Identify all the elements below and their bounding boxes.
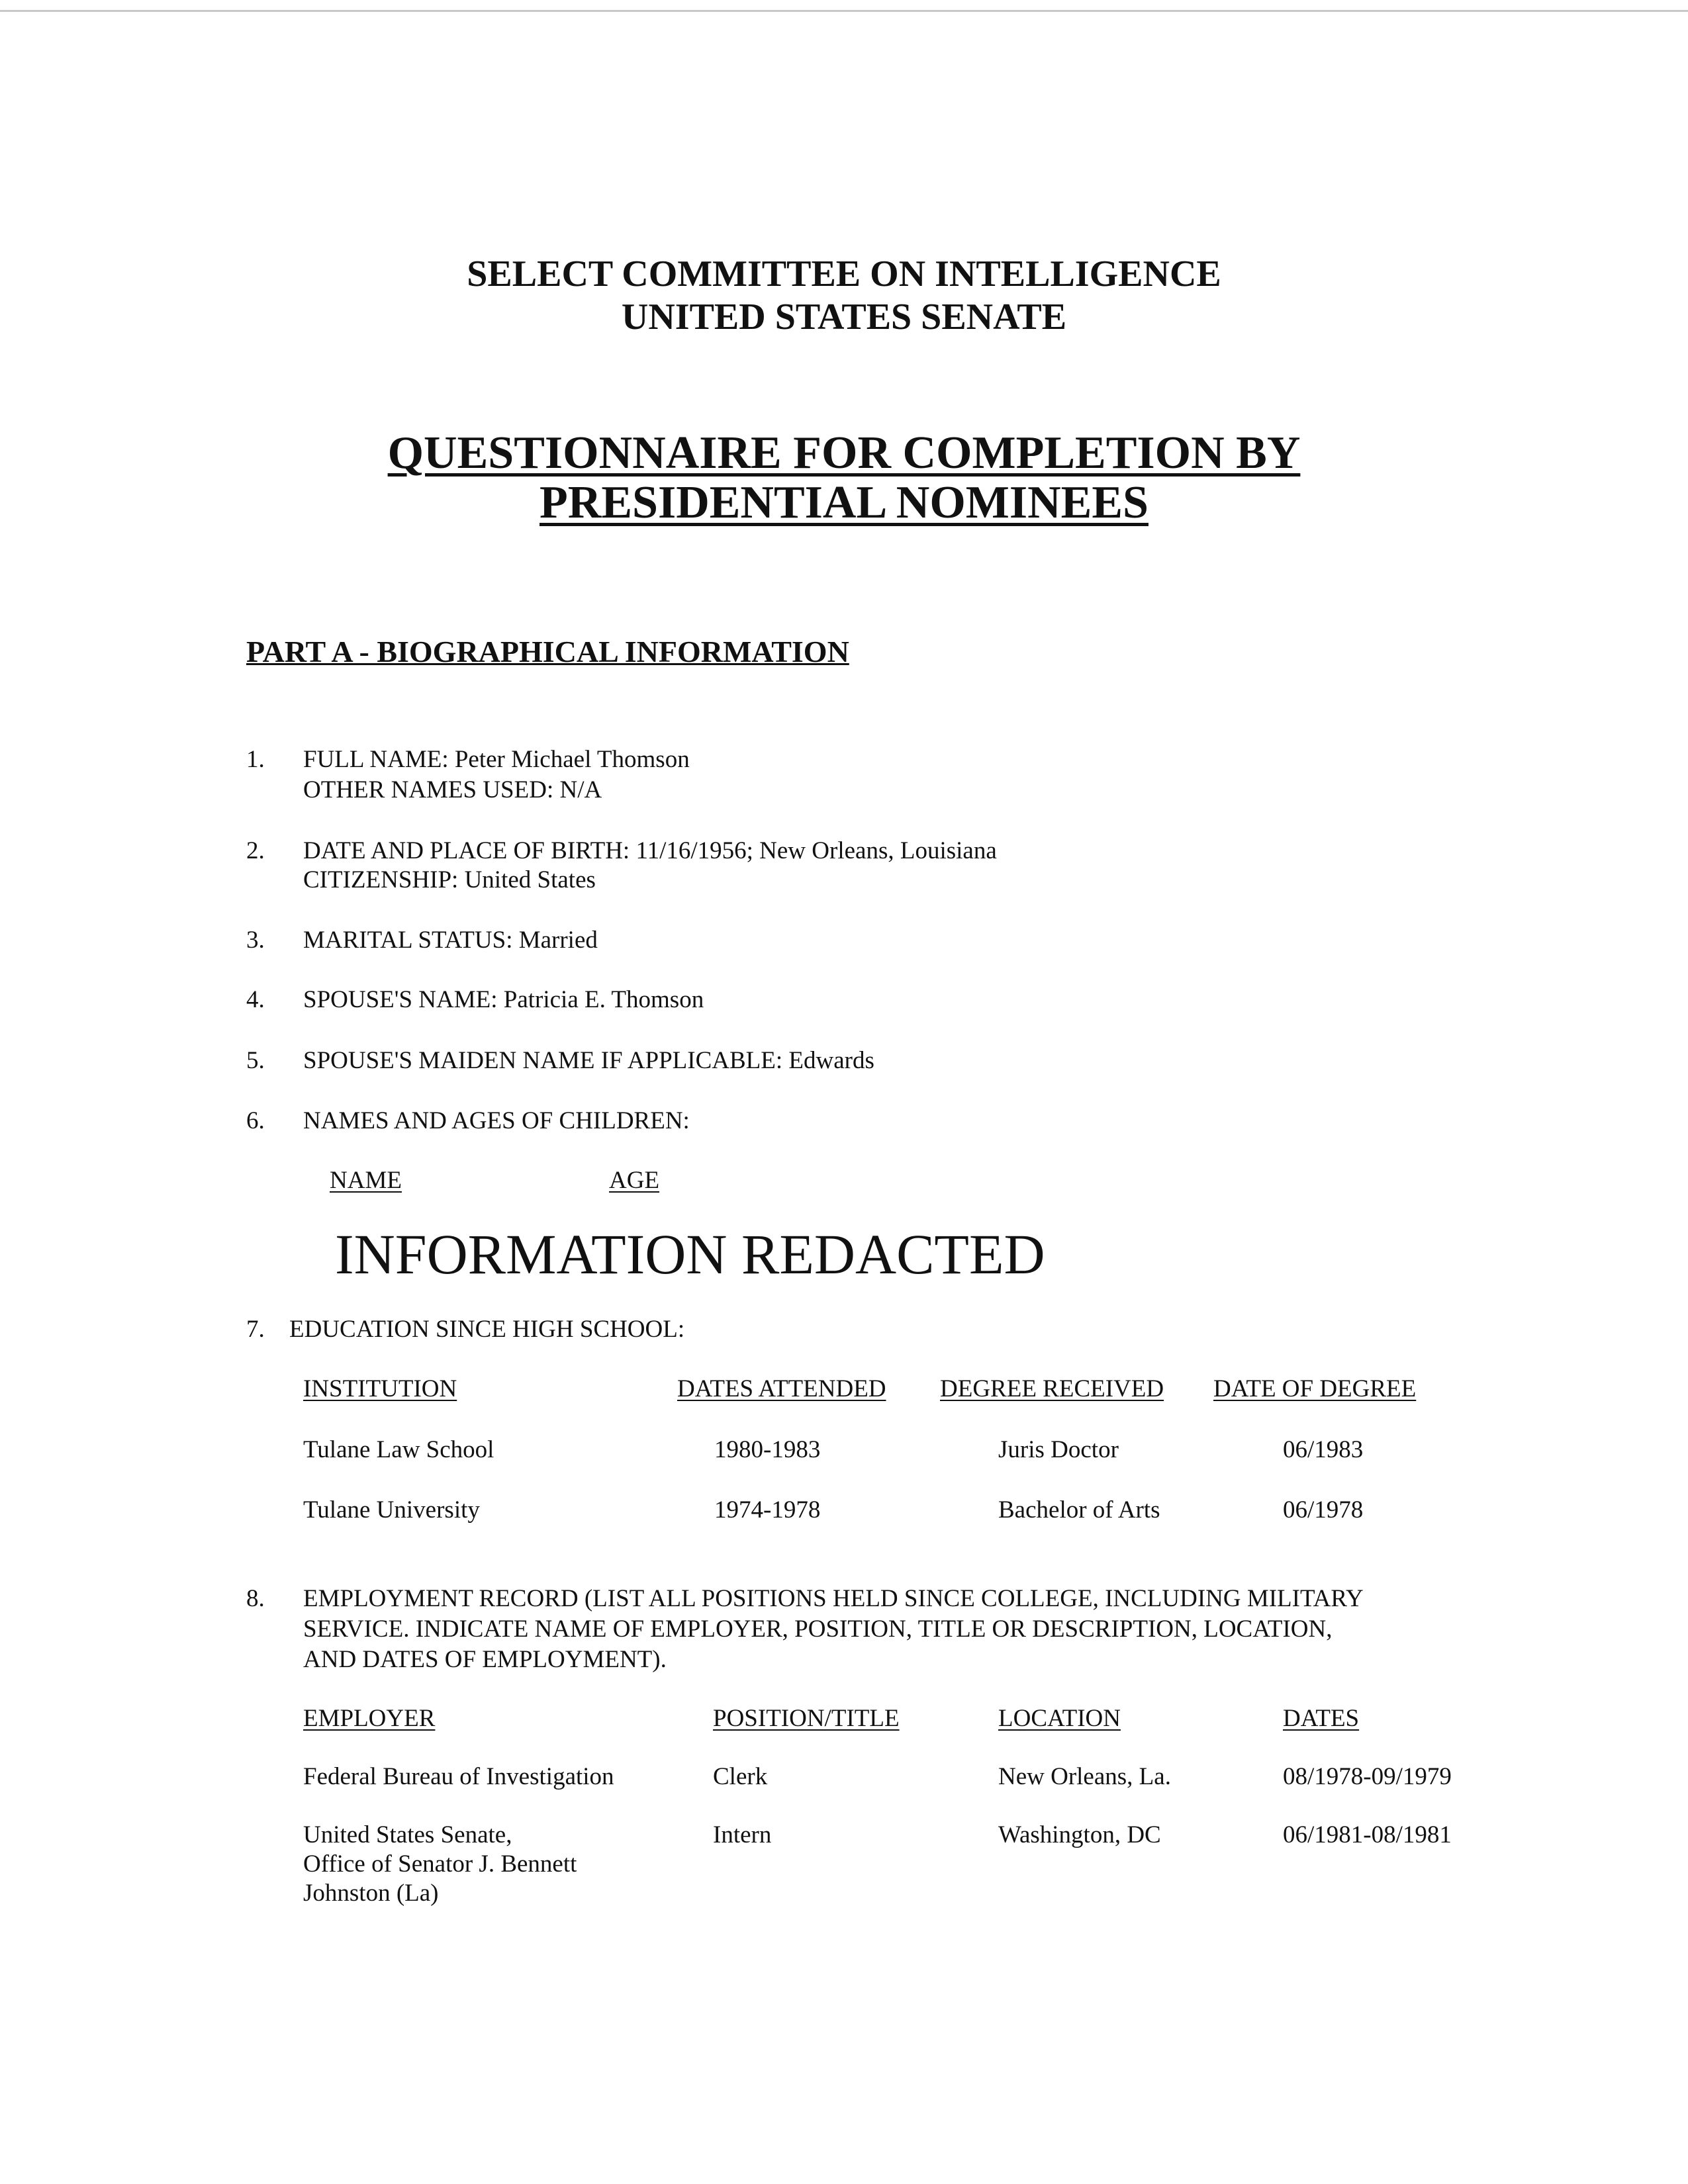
item-number: 6.	[246, 1107, 265, 1134]
item-number: 7.	[246, 1316, 265, 1343]
education-header-date-of-degree: DATE OF DEGREE	[1213, 1375, 1417, 1402]
education-header-institution: INSTITUTION	[303, 1375, 457, 1402]
scan-edge-line	[0, 10, 1688, 12]
education-header-dates: DATES ATTENDED	[677, 1375, 886, 1402]
item-number: 8.	[246, 1585, 265, 1612]
citizenship: CITIZENSHIP: United States	[303, 866, 596, 893]
item-number: 2.	[246, 837, 265, 864]
employment-instructions-line1: EMPLOYMENT RECORD (LIST ALL POSITIONS HELD SINCE COLLEGE, INCLUDING MILITARY	[303, 1585, 1364, 1612]
employment-employer-line2: Office of Senator J. Bennett	[303, 1850, 577, 1878]
employment-header-location: LOCATION	[998, 1705, 1121, 1732]
employment-header-position: POSITION/TITLE	[713, 1705, 900, 1732]
employment-instructions-line2: SERVICE. INDICATE NAME OF EMPLOYER, POSITION, TITLE OR DESCRIPTION, LOCATION,	[303, 1615, 1333, 1643]
birth-info: DATE AND PLACE OF BIRTH: 11/16/1956; New Orleans, Louisiana	[303, 837, 997, 864]
education-degree-date: 06/1983	[1283, 1436, 1364, 1463]
education-dates: 1980-1983	[714, 1436, 821, 1463]
education-degree: Bachelor of Arts	[998, 1496, 1160, 1524]
committee-name: SELECT COMMITTEE ON INTELLIGENCE	[467, 253, 1221, 295]
redaction-notice: INFORMATION REDACTED	[335, 1222, 1045, 1286]
senate-name: UNITED STATES SENATE	[621, 296, 1067, 338]
employment-position: Clerk	[713, 1763, 768, 1790]
document-title-line1: QUESTIONNAIRE FOR COMPLETION BY	[387, 428, 1301, 478]
item-number: 5.	[246, 1047, 265, 1074]
education-degree-date: 06/1978	[1283, 1496, 1364, 1524]
education-institution: Tulane University	[303, 1496, 480, 1524]
spouse-name: SPOUSE'S NAME: Patricia E. Thomson	[303, 986, 704, 1013]
education-label: EDUCATION SINCE HIGH SCHOOL:	[289, 1316, 685, 1343]
item-number: 4.	[246, 986, 265, 1013]
employment-location: New Orleans, La.	[998, 1763, 1171, 1790]
education-header-degree: DEGREE RECEIVED	[940, 1375, 1164, 1402]
employment-position: Intern	[713, 1821, 772, 1848]
children-label: NAMES AND AGES OF CHILDREN:	[303, 1107, 690, 1134]
employment-dates: 08/1978-09/1979	[1283, 1763, 1452, 1790]
employment-header-dates: DATES	[1283, 1705, 1360, 1732]
full-name: FULL NAME: Peter Michael Thomson	[303, 746, 690, 773]
document-title-line2: PRESIDENTIAL NOMINEES	[539, 477, 1149, 528]
employment-employer-line3: Johnston (La)	[303, 1880, 439, 1907]
employment-employer: Federal Bureau of Investigation	[303, 1763, 614, 1790]
employment-dates: 06/1981-08/1981	[1283, 1821, 1452, 1848]
employment-employer: United States Senate,	[303, 1821, 512, 1848]
children-age-header: AGE	[609, 1167, 660, 1194]
education-institution: Tulane Law School	[303, 1436, 494, 1463]
children-name-header: NAME	[330, 1167, 402, 1194]
spouse-maiden-name: SPOUSE'S MAIDEN NAME IF APPLICABLE: Edwards	[303, 1047, 874, 1074]
marital-status: MARITAL STATUS: Married	[303, 927, 598, 954]
employment-header-employer: EMPLOYER	[303, 1705, 436, 1732]
education-degree: Juris Doctor	[998, 1436, 1119, 1463]
item-number: 3.	[246, 927, 265, 954]
item-number: 1.	[246, 746, 265, 773]
other-names: OTHER NAMES USED: N/A	[303, 776, 602, 803]
employment-location: Washington, DC	[998, 1821, 1161, 1848]
employment-instructions-line3: AND DATES OF EMPLOYMENT).	[303, 1646, 667, 1673]
education-dates: 1974-1978	[714, 1496, 821, 1524]
part-a-heading: PART A - BIOGRAPHICAL INFORMATION	[246, 635, 849, 668]
